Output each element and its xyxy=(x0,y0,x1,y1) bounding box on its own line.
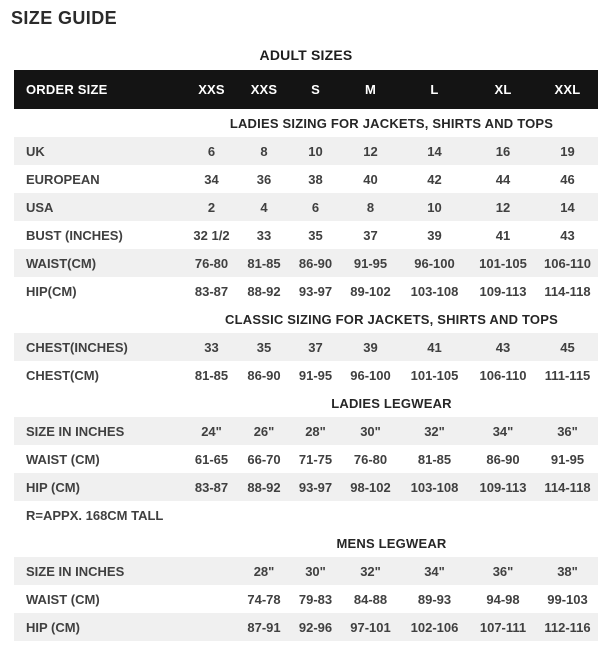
size-value-cell: 32 1/2 xyxy=(193,227,230,243)
row-label: UK xyxy=(26,143,45,159)
data-row xyxy=(14,221,598,249)
size-value-cell: 14 xyxy=(560,199,575,215)
size-value-cell: 12 xyxy=(363,143,378,159)
size-value-cell: 103-108 xyxy=(410,283,459,299)
size-value-cell: 91-95 xyxy=(353,255,388,271)
empty-cell xyxy=(14,109,185,137)
size-value-cell: 91-95 xyxy=(550,451,585,467)
empty-cell xyxy=(14,305,185,333)
size-value-cell: 37 xyxy=(308,339,323,355)
size-value-cell: 4 xyxy=(260,199,268,215)
data-row xyxy=(14,557,598,585)
size-value-cell: 39 xyxy=(363,339,378,355)
size-value-cell: 94-98 xyxy=(486,591,520,607)
size-value-cell: 12 xyxy=(495,199,511,215)
table-title: ADULT SIZES xyxy=(259,47,353,63)
size-value-cell: 81-85 xyxy=(417,451,452,467)
size-column-header: XXS xyxy=(198,82,225,97)
size-guide-page xyxy=(0,8,612,641)
size-value-cell: 45 xyxy=(560,339,575,355)
data-row xyxy=(14,613,598,641)
note-text: R=APPX. 168CM TALL xyxy=(26,507,164,523)
size-value-cell: 86-90 xyxy=(486,451,520,467)
data-row xyxy=(14,445,598,473)
size-value-cell: 28" xyxy=(253,563,275,579)
size-value-cell: 76-80 xyxy=(353,451,388,467)
size-column-header: XXL xyxy=(554,82,581,97)
size-value-cell: 107-111 xyxy=(479,619,527,635)
size-value-cell: 106-110 xyxy=(479,367,527,383)
size-value-cell: 43 xyxy=(495,339,511,355)
size-value-cell: 6 xyxy=(311,199,320,215)
size-value-cell: 74-78 xyxy=(247,591,281,607)
order-size-column-header: ORDER SIZE xyxy=(26,82,108,97)
size-value-cell: 32" xyxy=(424,423,445,439)
size-value-cell: 39 xyxy=(427,227,442,243)
size-value-cell: 38 xyxy=(308,171,323,187)
size-value-cell: 8 xyxy=(366,199,375,215)
size-value-cell: 88-92 xyxy=(247,283,281,299)
row-label: USA xyxy=(26,199,54,215)
row-label: CHEST(INCHES) xyxy=(26,339,128,355)
section-header-row xyxy=(14,389,598,417)
size-value-cell: 44 xyxy=(495,171,511,187)
row-label: WAIST(CM) xyxy=(26,255,97,271)
data-row xyxy=(14,473,598,501)
data-row xyxy=(14,585,598,613)
page-title: SIZE GUIDE xyxy=(11,8,118,28)
section-title: LADIES SIZING FOR JACKETS, SHIRTS AND TOPS xyxy=(229,115,554,131)
size-value-cell: 87-91 xyxy=(247,619,281,635)
row-label: WAIST (CM) xyxy=(26,591,100,607)
size-value-cell: 24" xyxy=(201,423,222,439)
size-value-cell: 86-90 xyxy=(247,367,281,383)
section-header-row xyxy=(14,529,598,557)
size-value-cell: 79-83 xyxy=(298,591,333,607)
size-value-cell: 33 xyxy=(204,339,219,355)
empty-cell xyxy=(14,529,185,557)
size-value-cell: 81-85 xyxy=(194,367,229,383)
row-label: EUROPEAN xyxy=(26,171,100,187)
size-value-cell: 10 xyxy=(427,199,442,215)
size-value-cell: 41 xyxy=(427,339,442,355)
row-label: WAIST (CM) xyxy=(26,451,100,467)
size-column-header: L xyxy=(430,82,439,97)
size-column-header: XXS xyxy=(250,82,278,97)
size-table-head xyxy=(14,70,598,109)
data-row xyxy=(14,249,598,277)
column-header-row xyxy=(14,70,598,109)
size-value-cell: 35 xyxy=(308,227,323,243)
section-header-row xyxy=(14,305,598,333)
size-value-cell: 14 xyxy=(427,143,442,159)
size-value-cell: 114-118 xyxy=(544,479,591,495)
size-value-cell: 61-65 xyxy=(194,451,229,467)
size-value-cell: 34" xyxy=(424,563,445,579)
data-row xyxy=(14,361,598,389)
size-value-cell: 101-105 xyxy=(410,367,459,383)
size-value-cell: 109-113 xyxy=(479,479,527,495)
size-value-cell: 8 xyxy=(260,143,268,159)
size-value-cell: 16 xyxy=(495,143,511,159)
size-value-cell: 106-110 xyxy=(544,255,591,271)
size-value-cell: 6 xyxy=(207,143,216,159)
size-value-cell: 35 xyxy=(256,339,272,355)
size-value-cell: 43 xyxy=(560,227,575,243)
size-value-cell: 86-90 xyxy=(298,255,333,271)
size-value-cell: 98-102 xyxy=(350,479,391,495)
row-label: BUST (INCHES) xyxy=(26,227,123,243)
empty-cell xyxy=(14,389,185,417)
size-column-header: XL xyxy=(494,82,512,97)
size-value-cell: 46 xyxy=(560,171,575,187)
size-value-cell: 32" xyxy=(360,563,381,579)
size-table xyxy=(14,70,598,641)
size-value-cell: 36 xyxy=(256,171,272,187)
empty-cell xyxy=(185,585,238,613)
size-value-cell: 114-118 xyxy=(544,283,591,299)
size-value-cell: 37 xyxy=(363,227,378,243)
size-value-cell: 30" xyxy=(360,423,381,439)
size-value-cell: 83-87 xyxy=(194,479,229,495)
data-row xyxy=(14,417,598,445)
size-value-cell: 66-70 xyxy=(247,451,281,467)
row-label: HIP(CM) xyxy=(26,283,77,299)
size-value-cell: 30" xyxy=(305,563,326,579)
data-row xyxy=(14,277,598,305)
size-value-cell: 101-105 xyxy=(479,255,527,271)
size-value-cell: 96-100 xyxy=(350,367,391,383)
size-value-cell: 93-97 xyxy=(298,283,333,299)
size-value-cell: 83-87 xyxy=(194,283,229,299)
size-value-cell: 93-97 xyxy=(298,479,333,495)
note-row xyxy=(14,501,598,529)
data-row xyxy=(14,193,598,221)
size-table-body xyxy=(14,109,598,641)
size-value-cell: 33 xyxy=(256,227,272,243)
data-row xyxy=(14,137,598,165)
size-value-cell: 28" xyxy=(305,423,326,439)
size-value-cell: 96-100 xyxy=(414,255,455,271)
size-value-cell: 34" xyxy=(492,423,514,439)
size-value-cell: 89-93 xyxy=(417,591,452,607)
empty-cell xyxy=(185,557,238,585)
size-value-cell: 36" xyxy=(492,563,514,579)
size-value-cell: 41 xyxy=(495,227,511,243)
row-label: HIP (CM) xyxy=(26,619,80,635)
empty-cell xyxy=(185,613,238,641)
size-value-cell: 40 xyxy=(363,171,378,187)
size-value-cell: 38" xyxy=(557,563,578,579)
size-value-cell: 89-102 xyxy=(350,283,391,299)
size-value-cell: 102-106 xyxy=(410,619,459,635)
size-value-cell: 26" xyxy=(253,423,275,439)
size-value-cell: 92-96 xyxy=(298,619,333,635)
row-label: SIZE IN INCHES xyxy=(26,423,125,439)
size-value-cell: 109-113 xyxy=(479,283,527,299)
section-title: LADIES LEGWEAR xyxy=(331,395,452,411)
section-header-row xyxy=(14,109,598,137)
size-value-cell: 112-116 xyxy=(544,619,591,635)
size-table-wrap xyxy=(14,47,598,641)
size-value-cell: 97-101 xyxy=(350,619,391,635)
size-value-cell: 19 xyxy=(560,143,575,159)
size-value-cell: 103-108 xyxy=(410,479,459,495)
size-value-cell: 2 xyxy=(207,199,216,215)
data-row xyxy=(14,165,598,193)
size-value-cell: 36" xyxy=(557,423,578,439)
row-label: CHEST(CM) xyxy=(26,367,99,383)
size-value-cell: 42 xyxy=(427,171,442,187)
size-value-cell: 10 xyxy=(308,143,323,159)
size-value-cell: 76-80 xyxy=(194,255,229,271)
data-row xyxy=(14,333,598,361)
size-value-cell: 91-95 xyxy=(298,367,333,383)
row-label: HIP (CM) xyxy=(26,479,80,495)
size-value-cell: 111-115 xyxy=(544,367,591,383)
size-value-cell: 71-75 xyxy=(298,451,333,467)
size-value-cell: 84-88 xyxy=(353,591,388,607)
size-value-cell: 88-92 xyxy=(247,479,281,495)
size-value-cell: 34 xyxy=(204,171,219,187)
section-title: MENS LEGWEAR xyxy=(336,535,447,551)
size-value-cell: 99-103 xyxy=(547,591,588,607)
size-column-header: S xyxy=(311,82,320,97)
row-label: SIZE IN INCHES xyxy=(26,563,125,579)
size-value-cell: 81-85 xyxy=(247,255,281,271)
size-column-header: M xyxy=(364,82,377,97)
section-title: CLASSIC SIZING FOR JACKETS, SHIRTS AND TOPS xyxy=(225,311,558,327)
